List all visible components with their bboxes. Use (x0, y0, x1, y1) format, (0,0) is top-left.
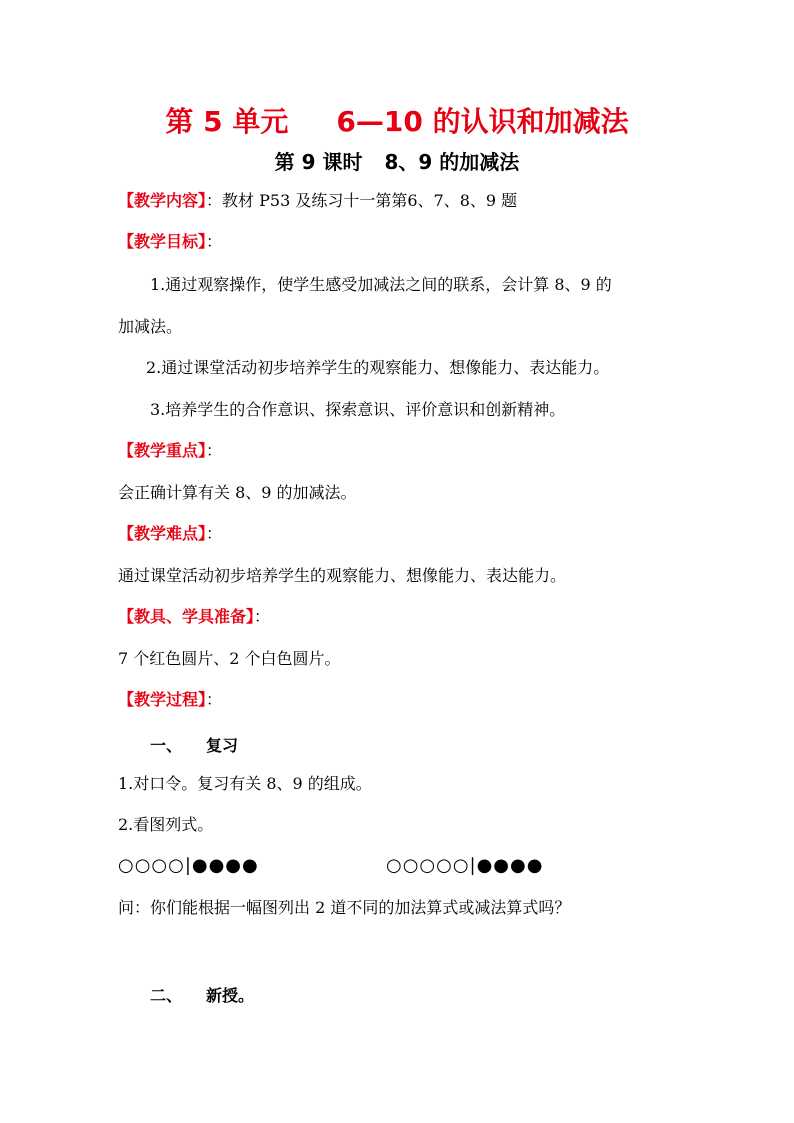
content-heading: 【教学内容】 (118, 191, 207, 210)
subtitle-topic: 8、9 的加减法 (384, 150, 520, 174)
process-heading: 【教学过程】 (118, 690, 207, 709)
content-text: 教材 P53 及练习十一第第6、7、8、9 题 (222, 191, 518, 210)
section-1-title: 复习 (206, 736, 239, 755)
goal-item-3: 3.培养学生的合作意识、探索意识、评价意识和创新精神。 (150, 400, 566, 419)
materials-colon: ： (254, 607, 271, 626)
process-colon: ： (206, 690, 223, 709)
goal-item-1-line1: 1.通过观察操作，使学生感受加减法之间的联系，会计算 8、9 的 (150, 275, 612, 294)
difficulty-colon: ： (206, 524, 223, 543)
content-line (118, 191, 517, 211)
page-subtitle (0, 146, 794, 175)
process-heading-line (118, 690, 222, 710)
materials-heading-line (118, 607, 270, 627)
key-point-heading: 【教学重点】 (118, 441, 207, 460)
content-colon: ： (206, 191, 223, 210)
goal-item-2: 2.通过课堂活动初步培养学生的观察能力、想像能力、表达能力。 (146, 358, 610, 377)
section-2-number: 二、 (150, 986, 183, 1005)
process-step-2: 2.看图列式。 (118, 815, 214, 834)
subtitle-lesson: 第 9 课时 (274, 150, 363, 174)
process-step-1: 1.对口令。复习有关 8、9 的组成。 (118, 774, 372, 793)
difficulty-heading-line (118, 524, 222, 544)
key-point-heading-line (118, 441, 222, 461)
circle-figure-1: ○○○○|●●●● (118, 855, 259, 876)
key-point-text: 会正确计算有关 8、9 的加减法。 (118, 483, 357, 502)
section-1-heading (150, 733, 238, 756)
difficulty-text: 通过课堂活动初步培养学生的观察能力、想像能力、表达能力。 (118, 566, 567, 585)
key-point-colon: ： (206, 441, 223, 460)
process-question: 问：你们能根据一幅图列出 2 道不同的加法算式或减法算式吗？ (118, 898, 571, 917)
goals-heading: 【教学目标】 (118, 232, 207, 251)
page-title (0, 100, 794, 140)
goals-colon: ： (206, 232, 223, 251)
goals-heading-line (118, 232, 222, 252)
section-2-title: 新授。 (206, 986, 255, 1005)
materials-heading: 【教具、学具准备】 (118, 607, 255, 626)
difficulty-heading: 【教学难点】 (118, 524, 207, 543)
materials-text: 7 个红色圆片、2 个白色圆片。 (118, 649, 341, 668)
section-1-number: 一、 (150, 736, 183, 755)
title-topic: 6—10 的认识和加减法 (336, 105, 629, 138)
goal-item-1-line2: 加减法。 (118, 317, 183, 336)
title-unit: 第 5 单元 (165, 105, 289, 138)
circle-figure-2: ○○○○○|●●●● (386, 855, 544, 876)
section-2-heading (150, 983, 254, 1006)
